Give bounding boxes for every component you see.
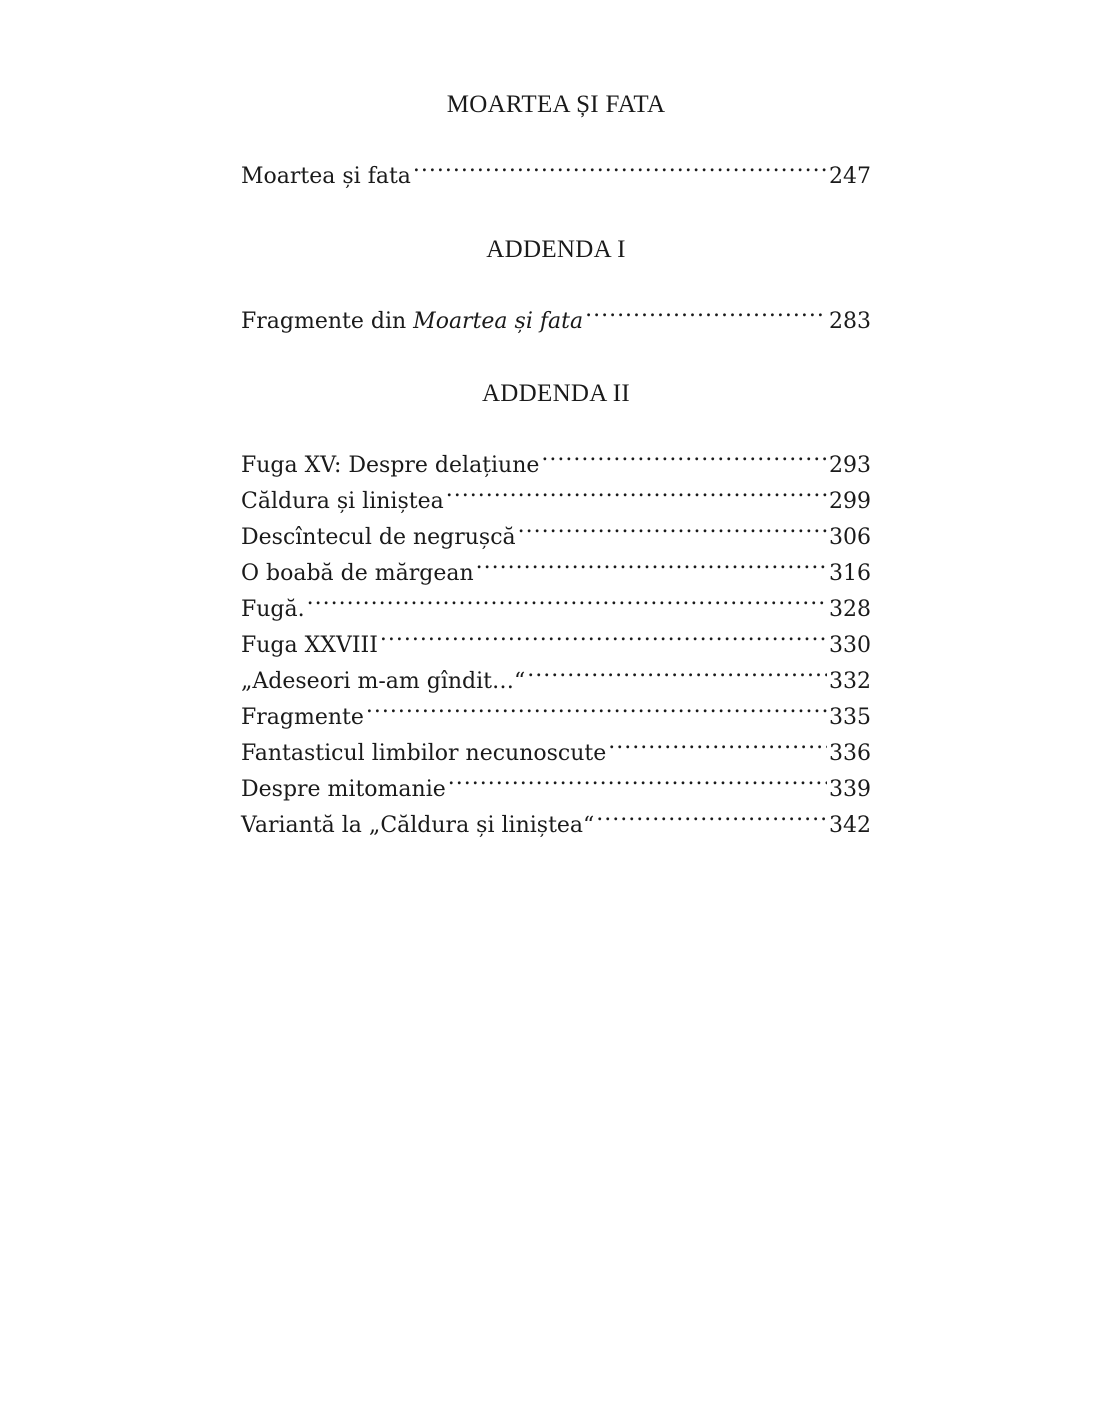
entry-title: „Adeseori m-am gîndit…“ [241, 669, 526, 694]
toc-entry[interactable] [241, 292, 871, 334]
toc-list [241, 292, 871, 334]
entry-title-prefix: Fragmente din [241, 309, 414, 334]
entry-page-number: 342 [829, 813, 871, 838]
dot-leader [448, 760, 827, 796]
toc-list [241, 147, 871, 189]
entry-page-number: 328 [829, 597, 871, 622]
entry-page-number: 335 [829, 705, 871, 730]
entry-title: Descîntecul de negrușcă [241, 525, 516, 550]
entry-title: Fantasticul limbilor necunoscute [241, 741, 607, 766]
entry-title: Fuga XXVIII [241, 633, 378, 658]
toc-entry[interactable] [241, 580, 871, 622]
entry-title: Variantă la „Căldura și liniștea“ [241, 813, 595, 838]
toc-entry[interactable] [241, 616, 871, 658]
dot-leader [608, 724, 827, 760]
toc-section-addenda-i [241, 233, 871, 334]
dot-leader [596, 796, 827, 832]
section-title: ADDENDA II [481, 380, 631, 407]
entry-page-number: 283 [829, 309, 871, 334]
entry-title: Fuga XV: Despre delațiune [241, 453, 540, 478]
entry-page-number: 299 [829, 489, 871, 514]
entry-page-number: 336 [829, 741, 871, 766]
dot-leader [446, 472, 827, 508]
entry-page-number: 332 [829, 669, 871, 694]
toc-list [241, 436, 871, 838]
entry-page-number: 339 [829, 777, 871, 802]
entry-page-number: 293 [829, 453, 871, 478]
dot-leader [366, 688, 827, 724]
entry-title: Despre mitomanie [241, 777, 446, 802]
section-title: MOARTEA ȘI FATA [446, 91, 666, 118]
entry-title: O boabă de mărgean [241, 561, 474, 586]
entry-title: Moartea și fata [241, 164, 411, 189]
dot-leader [413, 147, 827, 183]
toc-section-addenda-ii [241, 377, 871, 838]
entry-title: Fragmente [241, 705, 364, 730]
dot-leader [307, 580, 827, 616]
section-title: ADDENDA I [486, 236, 626, 263]
entry-page-number: 247 [829, 164, 871, 189]
dot-leader [585, 292, 827, 328]
entry-page-number: 330 [829, 633, 871, 658]
toc-entry[interactable] [241, 436, 871, 478]
entry-title: Căldura și liniștea [241, 489, 444, 514]
entry-title [241, 304, 583, 340]
toc-section-moartea-si-fata [241, 88, 871, 189]
dot-leader [380, 616, 827, 652]
dot-leader [541, 436, 827, 472]
dot-leader [476, 544, 827, 580]
entry-title-italic: Moartea și fata [413, 309, 584, 334]
dot-leader [518, 508, 827, 544]
entry-title: Fugă. [241, 597, 305, 622]
dot-leader [527, 652, 827, 688]
entry-page-number: 306 [829, 525, 871, 550]
entry-page-number: 316 [829, 561, 871, 586]
toc-entry[interactable] [241, 147, 871, 189]
